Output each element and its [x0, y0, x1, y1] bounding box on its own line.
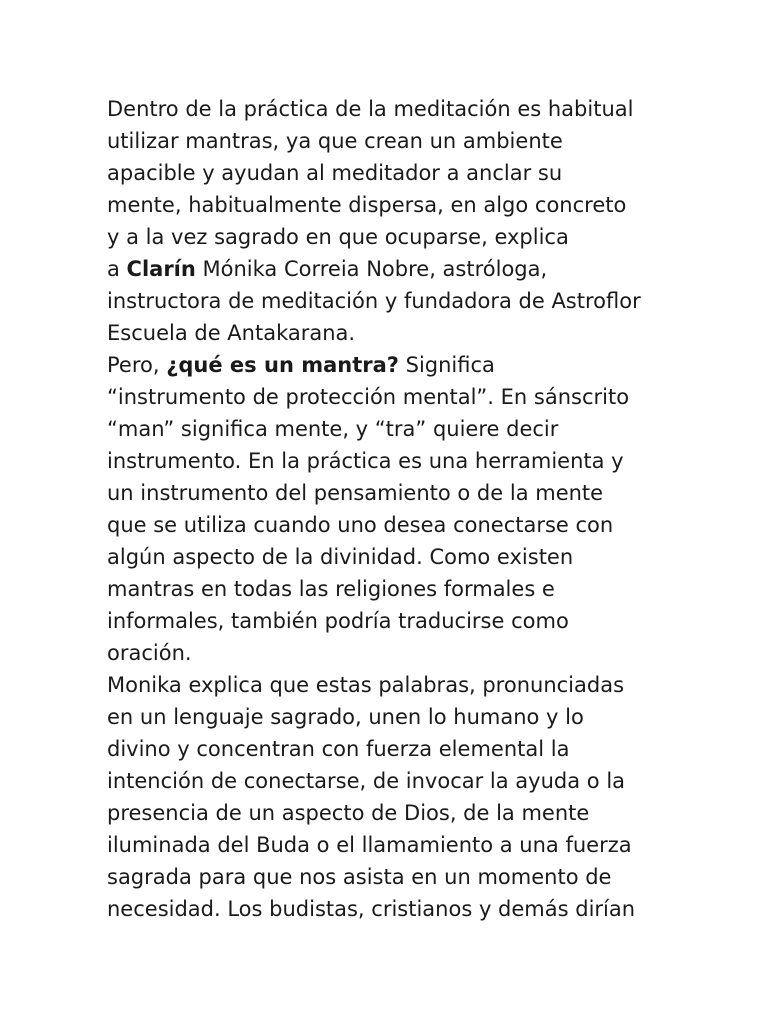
paragraph-explanation: [107, 669, 687, 925]
text-line: en un lenguaje sagrado, unen lo humano y lo: [107, 705, 584, 729]
text-line: y a la vez sagrado en que ocuparse, explica: [107, 225, 569, 249]
text-line: instrumento. En la práctica es una herramienta y: [107, 449, 624, 473]
text-line: intención de conectarse, de invocar la ayuda o la: [107, 769, 626, 793]
bold-question: ¿qué es un mantra?: [166, 353, 399, 377]
text-line: informales, también podría traducirse como: [107, 609, 569, 633]
paragraph-intro: [107, 93, 687, 349]
text-fragment: Pero,: [107, 353, 167, 377]
text-line: presencia de un aspecto de Dios, de la mente: [107, 801, 590, 825]
text-line: sagrada para que nos asista en un momento de: [107, 865, 612, 889]
bold-source-name: Clarín: [126, 257, 196, 281]
text-line: divino y concentran con fuerza elemental la: [107, 737, 570, 761]
text-line: que se utiliza cuando uno desea conectarse con: [107, 513, 614, 537]
text-line: Monika explica que estas palabras, pronunciadas: [107, 673, 625, 697]
text-line: mantras en todas las religiones formales e: [107, 577, 555, 601]
text-line: Dentro de la práctica de la meditación es habitual: [107, 97, 634, 121]
text-line: mente, habitualmente dispersa, en algo concreto: [107, 193, 627, 217]
text-line: apacible y ayudan al meditador a anclar su: [107, 161, 563, 185]
text-line: Escuela de Antakarana.: [107, 321, 356, 345]
text-line: iluminada del Buda o el llamamiento a una fuerza: [107, 833, 632, 857]
text-line: un instrumento del pensamiento o de la mente: [107, 481, 604, 505]
text-fragment: a: [107, 257, 127, 281]
text-fragment: Significa: [398, 353, 495, 377]
text-line: instructora de meditación y fundadora de Astroflor: [107, 289, 641, 313]
text-line: “instrumento de protección mental”. En sánscrito: [107, 385, 630, 409]
text-line: [107, 349, 687, 381]
document-body: [107, 93, 687, 925]
text-line: “man” significa mente, y “tra” quiere decir: [107, 417, 559, 441]
text-line: algún aspecto de la divinidad. Como existen: [107, 545, 574, 569]
text-line: utilizar mantras, ya que crean un ambiente: [107, 129, 563, 153]
text-line: necesidad. Los budistas, cristianos y demás dirían: [107, 897, 636, 921]
paragraph-definition: [107, 349, 687, 669]
text-fragment: Mónika Correia Nobre, astróloga,: [195, 257, 548, 281]
text-line: oración.: [107, 641, 192, 665]
text-line: [107, 253, 687, 285]
